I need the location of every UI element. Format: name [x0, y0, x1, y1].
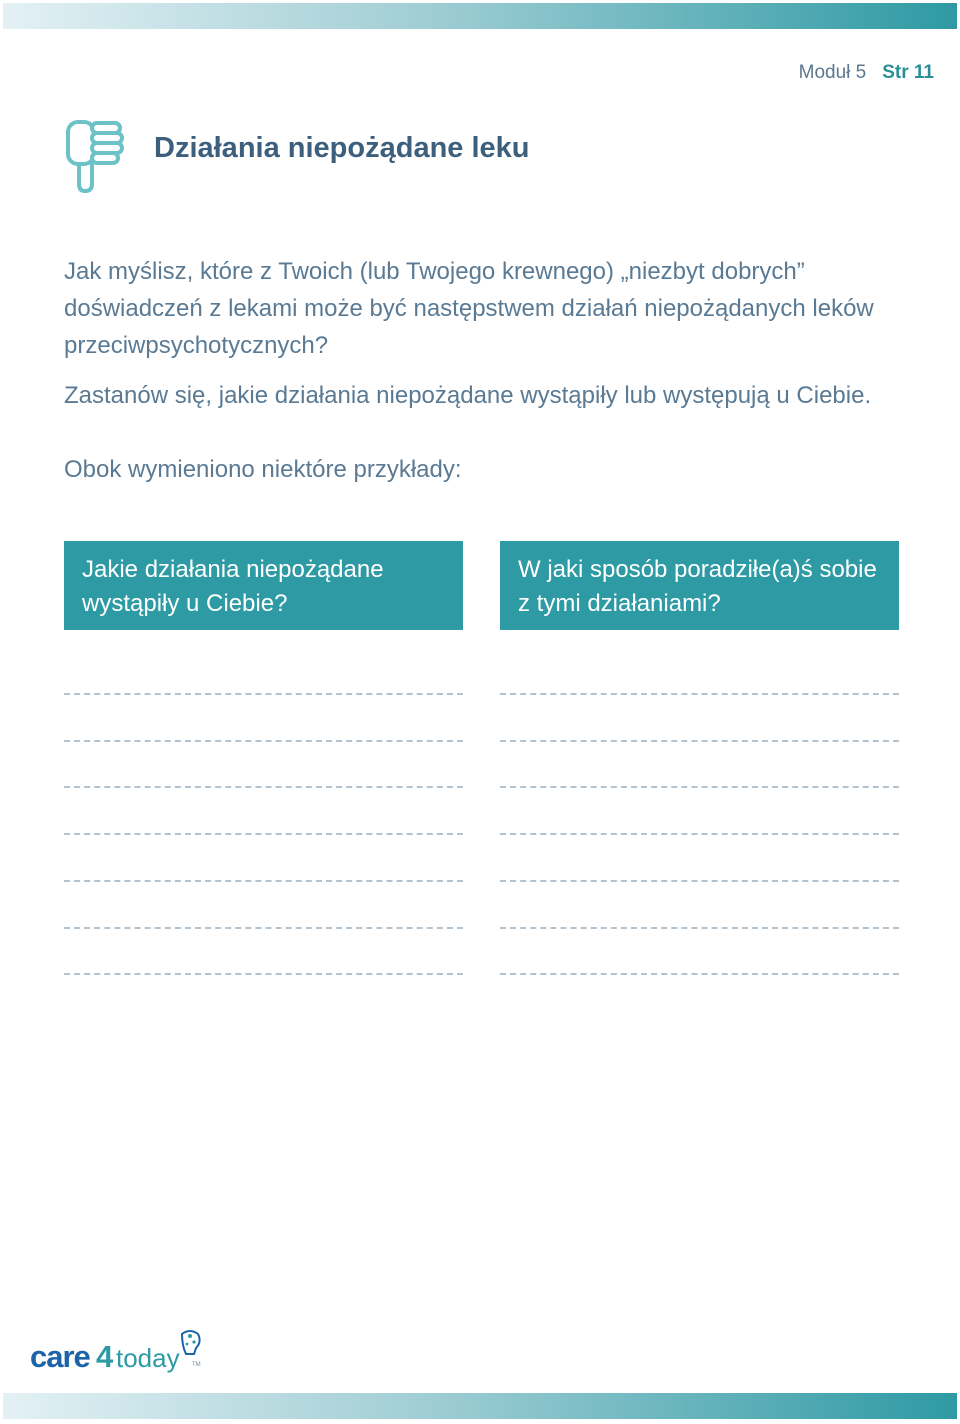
svg-text:care: care [30, 1339, 90, 1374]
prompt-paragraph: Zastanów się, jakie działania niepożądane wystąpiły lub występują u Ciebie. [64, 382, 872, 409]
left-column [64, 541, 463, 630]
thumbs-down-icon [62, 116, 126, 194]
writing-line[interactable] [64, 833, 463, 835]
svg-text:TM: TM [192, 1362, 201, 1368]
writing-line[interactable] [500, 927, 899, 929]
top-gradient-bar [3, 3, 957, 29]
writing-line[interactable] [500, 693, 899, 695]
writing-line[interactable] [64, 927, 463, 929]
writing-line[interactable] [64, 786, 463, 788]
module-label: Moduł 5 [798, 62, 867, 83]
writing-line[interactable] [64, 973, 463, 975]
bottom-gradient-bar [3, 1393, 957, 1419]
writing-line[interactable] [500, 973, 899, 975]
page-title: Działania niepożądane leku [154, 132, 530, 164]
right-column [500, 541, 899, 630]
writing-line[interactable] [64, 880, 463, 882]
right-column-header: W jaki sposób poradziłe(a)ś sobie z tymi działaniami? [500, 541, 899, 630]
writing-line[interactable] [500, 833, 899, 835]
page-header [799, 62, 934, 84]
writing-line[interactable] [500, 880, 899, 882]
writing-line[interactable] [500, 786, 899, 788]
page-number: Str 11 [882, 62, 934, 83]
left-column-header: Jakie działania niepożądane wystąpiły u Ciebie? [64, 541, 463, 630]
care4today-logo [30, 1326, 210, 1376]
writing-line[interactable] [64, 740, 463, 742]
svg-text:4: 4 [96, 1339, 114, 1374]
writing-line[interactable] [64, 693, 463, 695]
svg-text:today: today [116, 1343, 180, 1373]
intro-paragraph: Jak myślisz, które z Twoich (lub Twojego krewnego) „niezbyt dobrych” doświadczeń z lekami może być następstwem działań niepożądanych leków przeciwpsychotycznych? [64, 258, 874, 359]
examples-paragraph: Obok wymieniono niektóre przykłady: [64, 456, 462, 483]
writing-line[interactable] [500, 740, 899, 742]
